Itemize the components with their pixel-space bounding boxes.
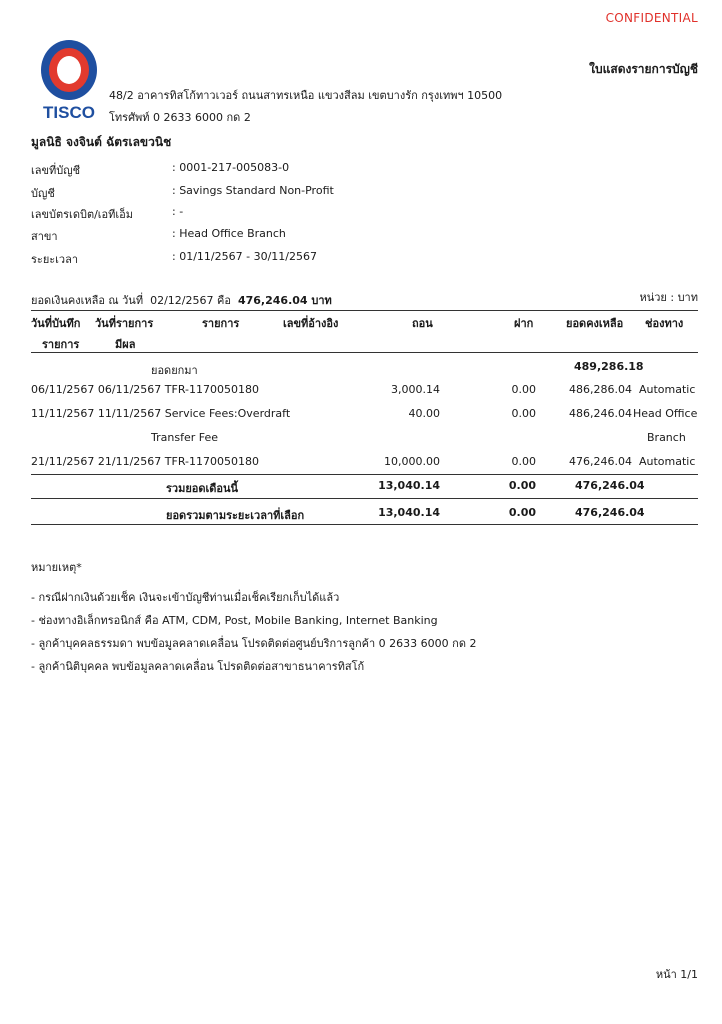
table-row-channel: Automatic (639, 455, 696, 468)
period-total-withdrawal: 13,040.14 (378, 506, 440, 519)
tisco-logo-icon (33, 36, 107, 122)
brought-forward-balance: 489,286.18 (574, 360, 644, 373)
table-row-line: 21/11/2567 21/11/2567 TFR-1170050180 (31, 455, 259, 468)
bank-address: 48/2 อาคารทิสโก้ทาวเวอร์ ถนนสาทรเหนือ แขวงสีลม เขตบางรัก กรุงเทพฯ 10500 (109, 89, 503, 102)
col-effective-date: วันที่รายการ (95, 317, 154, 330)
month-total-balance: 476,246.04 (575, 479, 645, 492)
col-deposit: ฝาก (514, 317, 534, 330)
confidential-label: CONFIDENTIAL (605, 11, 698, 25)
table-row-deposit: 0.00 (511, 383, 536, 396)
table-row-withdrawal: 10,000.00 (384, 455, 440, 468)
unit-label: หน่วย : บาท (639, 291, 698, 304)
table-row-balance: 486,286.04 (569, 383, 632, 396)
col-channel: ช่องทาง (645, 317, 684, 330)
table-row-channel: Head Office (633, 407, 698, 420)
branch-value: : Head Office Branch (172, 227, 286, 240)
col-record-date: วันที่บันทึก (31, 317, 81, 330)
col-reference: เลขที่อ้างอิง (283, 317, 339, 330)
tisco-logo (33, 36, 107, 122)
logo-text: TISCO (43, 103, 95, 122)
page-number: หน้า 1/1 (655, 968, 698, 981)
table-row-balance: 486,246.04 (569, 407, 632, 420)
document-title: ใบแสดงรายการบัญชี (589, 62, 698, 76)
table-row-channel: Automatic (639, 383, 696, 396)
table-row-line: 11/11/2567 11/11/2567 Service Fees:Overdraft (31, 407, 291, 420)
account-number-value: : 0001-217-005083-0 (172, 161, 290, 174)
bank-phone: โทรศัพท์ 0 2633 6000 กด 2 (109, 111, 251, 124)
branch-label: สาขา (31, 230, 58, 243)
col-description: รายการ (202, 317, 240, 330)
month-total-bottom-rule (31, 498, 698, 499)
table-row-balance: 476,246.04 (569, 455, 632, 468)
table-row-withdrawal: 40.00 (408, 407, 440, 420)
card-number-value: : - (172, 205, 184, 218)
period-total-label: ยอดรวมตามระยะเวลาที่เลือก (166, 509, 305, 522)
col-withdrawal: ถอน (412, 317, 433, 330)
note-item: - ลูกค้านิติบุคคล พบข้อมูลคลาดเคลื่อน โปรดติดต่อสาขาธนาคารทิสโก้ (31, 660, 365, 673)
month-total-withdrawal: 13,040.14 (378, 479, 440, 492)
table-row-sub-channel: Branch (647, 431, 686, 444)
col-effective-date-line2: มีผล (115, 338, 136, 351)
table-row-line: 06/11/2567 06/11/2567 TFR-1170050180 (31, 383, 259, 396)
balance-summary (31, 291, 332, 309)
period-value: : 01/11/2567 - 30/11/2567 (172, 250, 317, 263)
period-label: ระยะเวลา (31, 253, 79, 266)
table-row-sub-description: Transfer Fee (151, 431, 218, 444)
table-row-deposit: 0.00 (511, 407, 536, 420)
period-total-deposit: 0.00 (508, 506, 536, 519)
notes-title: หมายเหตุ* (31, 561, 82, 574)
month-total-top-rule (31, 474, 698, 475)
col-record-date-line2: รายการ (42, 338, 80, 351)
account-type-label: บัญชี (31, 187, 55, 200)
table-row-deposit: 0.00 (511, 455, 536, 468)
balance-amount: 476,246.04 บาท (237, 294, 332, 307)
table-top-rule (31, 310, 698, 311)
account-type-value: : Savings Standard Non-Profit (172, 184, 334, 197)
period-total-balance: 476,246.04 (575, 506, 645, 519)
balance-prefix: ยอดเงินคงเหลือ ณ วันที่ (31, 294, 144, 307)
table-row-withdrawal: 3,000.14 (391, 383, 440, 396)
month-total-deposit: 0.00 (508, 479, 536, 492)
card-number-label: เลขบัตรเดบิต/เอทีเอ็ม (31, 208, 134, 221)
brought-forward-label: ยอดยกมา (151, 364, 198, 377)
balance-date: 02/12/2567 (150, 294, 214, 307)
period-total-bottom-rule (31, 524, 698, 525)
month-total-label: รวมยอดเดือนนี้ (166, 482, 239, 495)
note-item: - ลูกค้าบุคคลธรรมดา พบข้อมูลคลาดเคลื่อน โปรดติดต่อศูนย์บริการลูกค้า 0 2633 6000 กด 2 (31, 637, 477, 650)
account-number-label: เลขที่บัญชี (31, 164, 81, 177)
note-item: - กรณีฝากเงินด้วยเช็ค เงินจะเข้าบัญชีท่านเมื่อเช็คเรียกเก็บได้แล้ว (31, 591, 340, 604)
note-item: - ช่องทางอิเล็กทรอนิกส์ คือ ATM, CDM, Post, Mobile Banking, Internet Banking (31, 614, 438, 627)
account-holder-name: มูลนิธิ จงจินต์ ฉัตรเลขวนิช (31, 135, 172, 149)
table-header-rule (31, 352, 698, 353)
col-balance: ยอดคงเหลือ (566, 317, 624, 330)
balance-is: คือ (217, 294, 231, 307)
